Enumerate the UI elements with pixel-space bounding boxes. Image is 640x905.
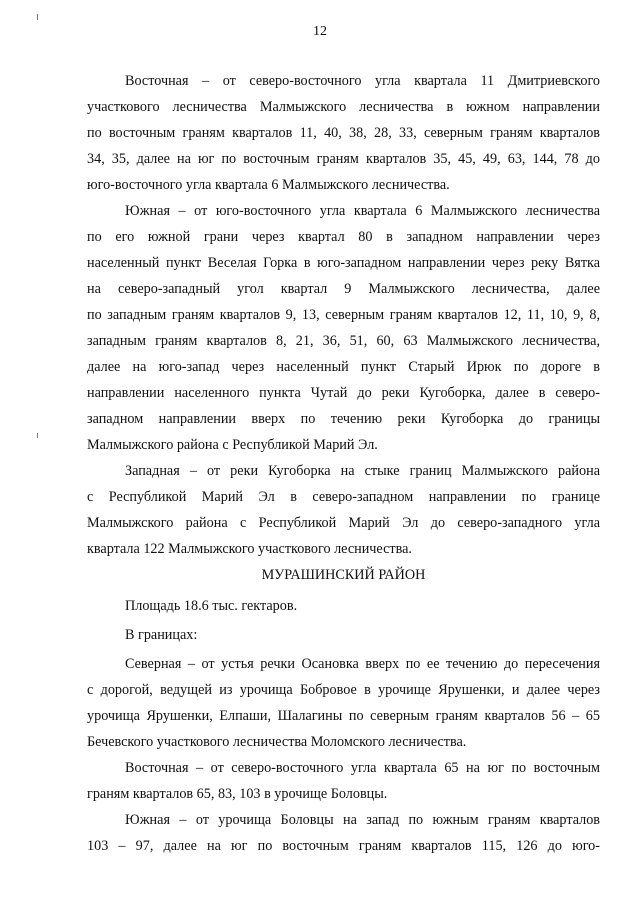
text-line: Восточная – от северо-восточного угла квартала 65 на юг по восточным: [125, 760, 600, 776]
text-line: Южная – от юго-восточного угла квартала 6 Малмыжского лесничества: [125, 203, 600, 219]
text-line: граням кварталов 65, 83, 103 в урочище Боловцы.: [87, 786, 388, 802]
text-line: Малмыжского района с Республикой Марий Эл.: [87, 437, 378, 453]
text-line: на северо-западный угол квартал 9 Малмыжского лесничества, далее: [87, 281, 600, 297]
text-line: западным граням кварталов 8, 21, 36, 51, 60, 63 Малмыжского лесничества,: [87, 333, 600, 349]
text-line: далее на юго-запад через населенный пункт Старый Ирюк по дороге в: [87, 359, 600, 375]
text-line: Площадь 18.6 тыс. гектаров.: [125, 598, 298, 614]
text-line: с Республикой Марий Эл в северо-западном направлении по границе: [87, 489, 600, 505]
scan-speck: [37, 433, 38, 438]
page-number: 12: [313, 24, 327, 39]
text-line: юго-восточного угла квартала 6 Малмыжского лесничества.: [87, 177, 450, 193]
text-line: по западным граням кварталов 9, 13, северным граням кварталов 12, 11, 10, 9, 8,: [87, 307, 600, 323]
text-line: Восточная – от северо-восточного угла квартала 11 Дмитриевского: [125, 73, 600, 89]
text-line: по его южной грани через квартал 80 в западном направлении через: [87, 229, 600, 245]
text-line: Северная – от устья речки Осановка вверх по ее течению до пересечения: [125, 656, 600, 672]
text-line: направлении населенного пункта Чутай до реки Кугоборка, далее в северо-: [87, 385, 600, 401]
text-line: по восточным граням кварталов 11, 40, 38, 28, 33, северным граням кварталов: [87, 125, 600, 141]
text-line: населенный пункт Веселая Горка в юго-западном направлении через реку Вятка: [87, 255, 600, 271]
text-line: Малмыжского района с Республикой Марий Эл до северо-западного угла: [87, 515, 600, 531]
scan-speck: [37, 14, 38, 20]
text-line: участкового лесничества Малмыжского лесничества в южном направлении: [87, 99, 600, 115]
text-line: 103 – 97, далее на юг по восточным граням кварталов 115, 126 до юго-: [87, 838, 600, 854]
text-line: В границах:: [125, 627, 198, 643]
text-line: урочища Ярушенки, Елпаши, Шалагины по северным граням кварталов 56 – 65: [87, 708, 600, 724]
section-heading: МУРАШИНСКИЙ РАЙОН: [261, 567, 426, 583]
text-line: Бечевского участкового лесничества Моломского лесничества.: [87, 734, 467, 750]
text-line: квартала 122 Малмыжского участкового лесничества.: [87, 541, 412, 557]
text-line: с дорогой, ведущей из урочища Бобровое в урочище Ярушенки, и далее через: [87, 682, 600, 698]
text-line: Южная – от урочища Боловцы на запад по южным граням кварталов: [125, 812, 600, 828]
text-line: Западная – от реки Кугоборка на стыке границ Малмыжского района: [125, 463, 600, 479]
text-line: западном направлении вверх по течению реки Кугоборка до границы: [87, 411, 600, 427]
text-line: 34, 35, далее на юг по восточным граням кварталов 35, 45, 49, 63, 144, 78 до: [87, 151, 600, 167]
